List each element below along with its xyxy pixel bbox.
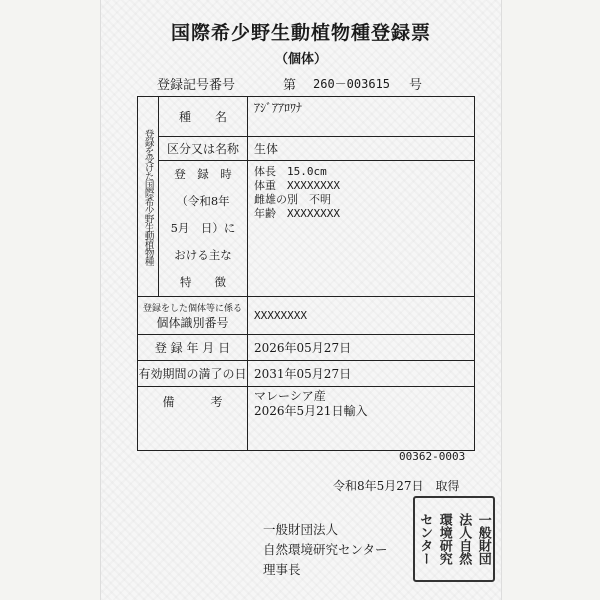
- species-value: ｱｼﾞｱｱﾛﾜﾅ: [248, 97, 475, 137]
- issuer-org-type: 一般財団法人: [263, 522, 339, 537]
- expiry-date-value: 2031年05月27日: [248, 361, 475, 387]
- document-title: 国際希少野生動植物種登録票: [170, 22, 431, 44]
- registration-dai: 第: [283, 78, 297, 93]
- document-subtitle: （個体）: [274, 52, 327, 67]
- features-label-line: （令和8年: [176, 194, 230, 208]
- kubun-label: 区分又は名称: [159, 137, 248, 161]
- seal-column: 一般財団: [475, 513, 491, 565]
- remarks-value: [248, 387, 475, 451]
- species-label: 種 名: [159, 97, 248, 137]
- side-label-cell: [138, 97, 159, 297]
- seal-column: センター: [417, 513, 433, 565]
- registration-go: 号: [409, 78, 423, 93]
- feature-age: 年齢 XXXXXXXX: [254, 207, 340, 220]
- registration-date-value: 2026年05月27日: [248, 335, 475, 361]
- issuer-block: [263, 520, 388, 580]
- remarks-origin: マレーシア産: [254, 389, 326, 403]
- document-code: 00362-0003: [399, 450, 466, 463]
- expiry-date-label: 有効期間の満了の日: [138, 361, 248, 387]
- issued-date: 令和8年5月27日 取得: [333, 479, 460, 493]
- individual-id-label: [138, 297, 248, 335]
- features-label-line: 5月 日）に: [170, 221, 236, 235]
- feature-length: 体長 15.0cm: [254, 165, 327, 178]
- individual-id-main-label: 個体識別番号: [156, 315, 229, 330]
- registration-number: 260－003615: [313, 77, 391, 91]
- registration-form-table: [137, 96, 475, 451]
- certificate-document: [100, 0, 502, 600]
- issuer-title: 理事長: [263, 562, 301, 577]
- individual-id-small-label: 登録をした個体等に係る: [142, 303, 242, 314]
- registration-date-label: 登 録 年 月 日: [138, 335, 248, 361]
- individual-id-value: XXXXXXXX: [248, 297, 475, 335]
- features-label-line: 登 録 時: [174, 167, 232, 181]
- issuer-org-name: 自然環境研究センター: [263, 542, 388, 557]
- feature-sex: 雌雄の別 不明: [254, 193, 331, 206]
- remarks-import-date: 2026年5月21日輸入: [254, 404, 368, 418]
- remarks-label: 備 考: [138, 387, 248, 451]
- registration-number-label: 登録記号番号: [157, 78, 236, 93]
- features-label: [159, 161, 248, 297]
- official-seal-stamp: [413, 496, 495, 582]
- features-label-line: 特 徴: [180, 275, 226, 289]
- features-value: [248, 161, 475, 297]
- feature-weight: 体重 XXXXXXXX: [254, 179, 340, 192]
- seal-column: 法人自然: [456, 513, 472, 565]
- features-label-line: おける主な: [174, 248, 232, 262]
- side-label: 登録を受けた国際希少野生動植物種: [142, 128, 154, 265]
- seal-column: 環境研究: [436, 513, 452, 565]
- kubun-value: 生体: [248, 137, 475, 161]
